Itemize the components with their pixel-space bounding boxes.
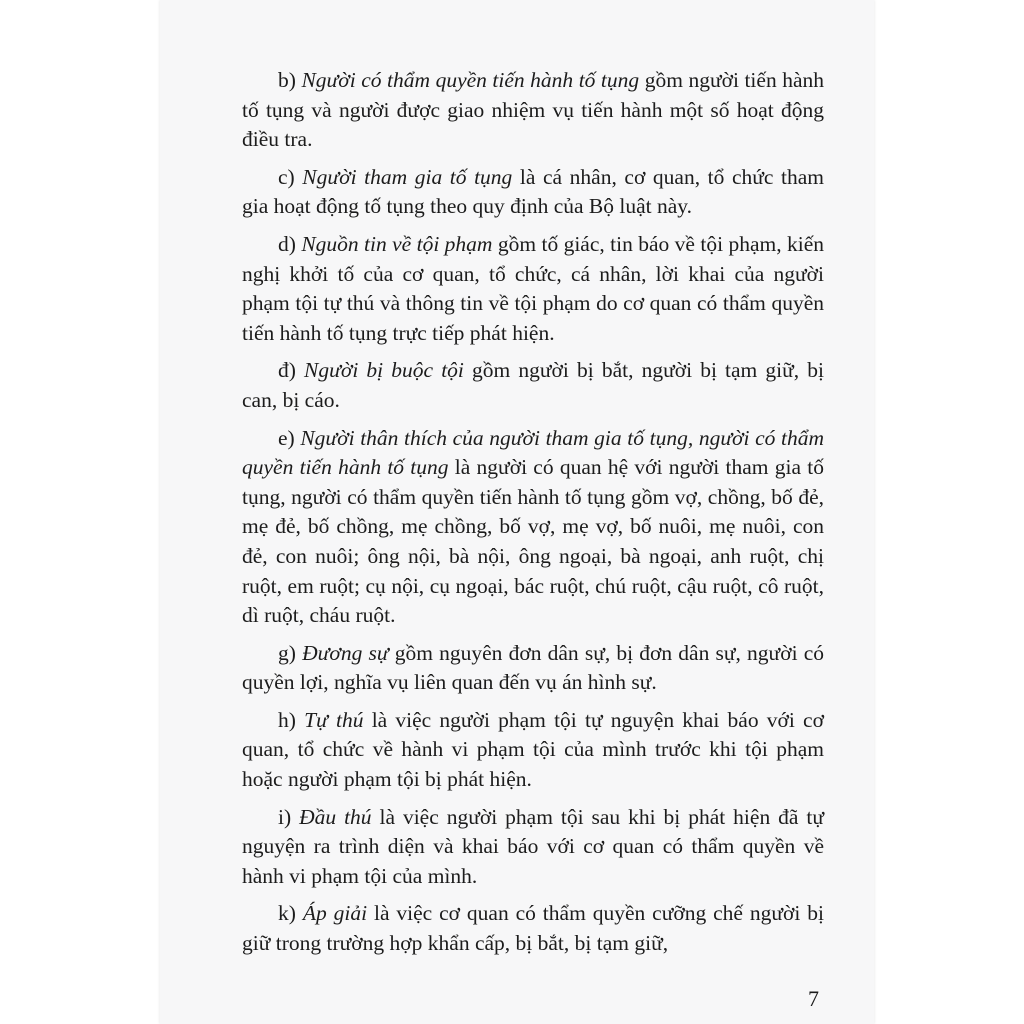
paragraph-c bbox=[242, 163, 824, 222]
paragraph-label: h) bbox=[278, 707, 296, 732]
defined-term: Người bị buộc tội bbox=[304, 358, 464, 383]
paragraph-text: là việc cơ quan có thẩm quyền cưỡng chế người bị giữ trong trường hợp khẩn cấp, bị bắt, bị tạm giữ, bbox=[242, 901, 824, 956]
paragraph-k bbox=[242, 899, 824, 958]
defined-term: Đầu thú bbox=[299, 804, 372, 829]
paragraph-e bbox=[242, 424, 824, 631]
defined-term: Người tham gia tố tụng bbox=[302, 164, 513, 189]
defined-term: Nguồn tin về tội phạm bbox=[301, 231, 493, 256]
paragraph-text: là người có quan hệ với người tham gia tố tụng, người có thẩm quyền tiến hành tố tụng gồm vợ, chồng, bố đẻ, mẹ đẻ, bố chồng, mẹ chồng, bố vợ, mẹ vợ, bố nuôi, mẹ nuôi, con đẻ, con nuôi; ông nội, bà nội, ông ngoại, bà ngoại, anh ruột, chị ruột, em ruột; cụ nội, cụ ngoại, bác ruột, chú ruột, cậu ruột, cô ruột, dì ruột, cháu ruột. bbox=[242, 455, 824, 628]
page-number: 7 bbox=[808, 986, 819, 1011]
document-page bbox=[160, 0, 874, 1024]
paragraph-label: k) bbox=[278, 901, 296, 926]
defined-term: Tự thú bbox=[304, 707, 364, 732]
paragraph-label: e) bbox=[278, 425, 295, 450]
defined-term: Người thân thích của người tham gia tố tụng, người có thẩm quyền tiến hành tố tụng bbox=[242, 425, 825, 480]
paragraph-text: là việc người phạm tội tự nguyện khai báo với cơ quan, tổ chức về hành vi phạm tội của mình trước khi tội phạm hoặc người phạm tội bị phát hiện. bbox=[242, 707, 824, 792]
paragraph-label: d) bbox=[278, 231, 296, 256]
paragraph-i bbox=[242, 803, 824, 892]
paragraph-text: là việc người phạm tội sau khi bị phát hiện đã tự nguyện ra trình diện và khai báo với cơ quan có thẩm quyền về hành vi phạm tội của mình. bbox=[242, 804, 825, 888]
page-body-text bbox=[242, 66, 824, 967]
defined-term: Đương sự bbox=[302, 640, 389, 665]
paragraph-label: b) bbox=[278, 68, 296, 92]
paragraph-text: là cá nhân, cơ quan, tổ chức tham gia hoạt động tố tụng theo quy định của Bộ luật này. bbox=[242, 164, 825, 219]
paragraph-h bbox=[242, 706, 824, 795]
paragraph-g bbox=[242, 639, 824, 698]
paragraph-text: gồm người tiến hành tố tụng và người được giao nhiệm vụ tiến hành một số hoạt động điều tra. bbox=[242, 68, 825, 152]
paragraph-label: g) bbox=[278, 640, 296, 665]
paragraph-d bbox=[242, 230, 824, 348]
paragraph-label: i) bbox=[278, 804, 292, 829]
paragraph-label: đ) bbox=[278, 358, 296, 383]
paragraph-dd bbox=[242, 356, 824, 415]
paragraph-text: gồm nguyên đơn dân sự, bị đơn dân sự, người có quyền lợi, nghĩa vụ liên quan đến vụ án hình sự. bbox=[242, 640, 825, 695]
paragraph-label: c) bbox=[278, 164, 295, 189]
paragraph-text: gồm người bị bắt, người bị tạm giữ, bị can, bị cáo. bbox=[242, 358, 824, 412]
defined-term: Áp giải bbox=[302, 901, 368, 926]
paragraph-text: gồm tố giác, tin báo về tội phạm, kiến nghị khởi tố của cơ quan, tổ chức, cá nhân, lời khai của người phạm tội tự thú và thông tin về tội phạm do cơ quan có thẩm quyền tiến hành tố tụng trực tiếp phát hiện. bbox=[242, 231, 824, 345]
paragraph-b bbox=[242, 66, 824, 155]
defined-term: Người có thẩm quyền tiến hành tố tụng bbox=[301, 68, 640, 92]
